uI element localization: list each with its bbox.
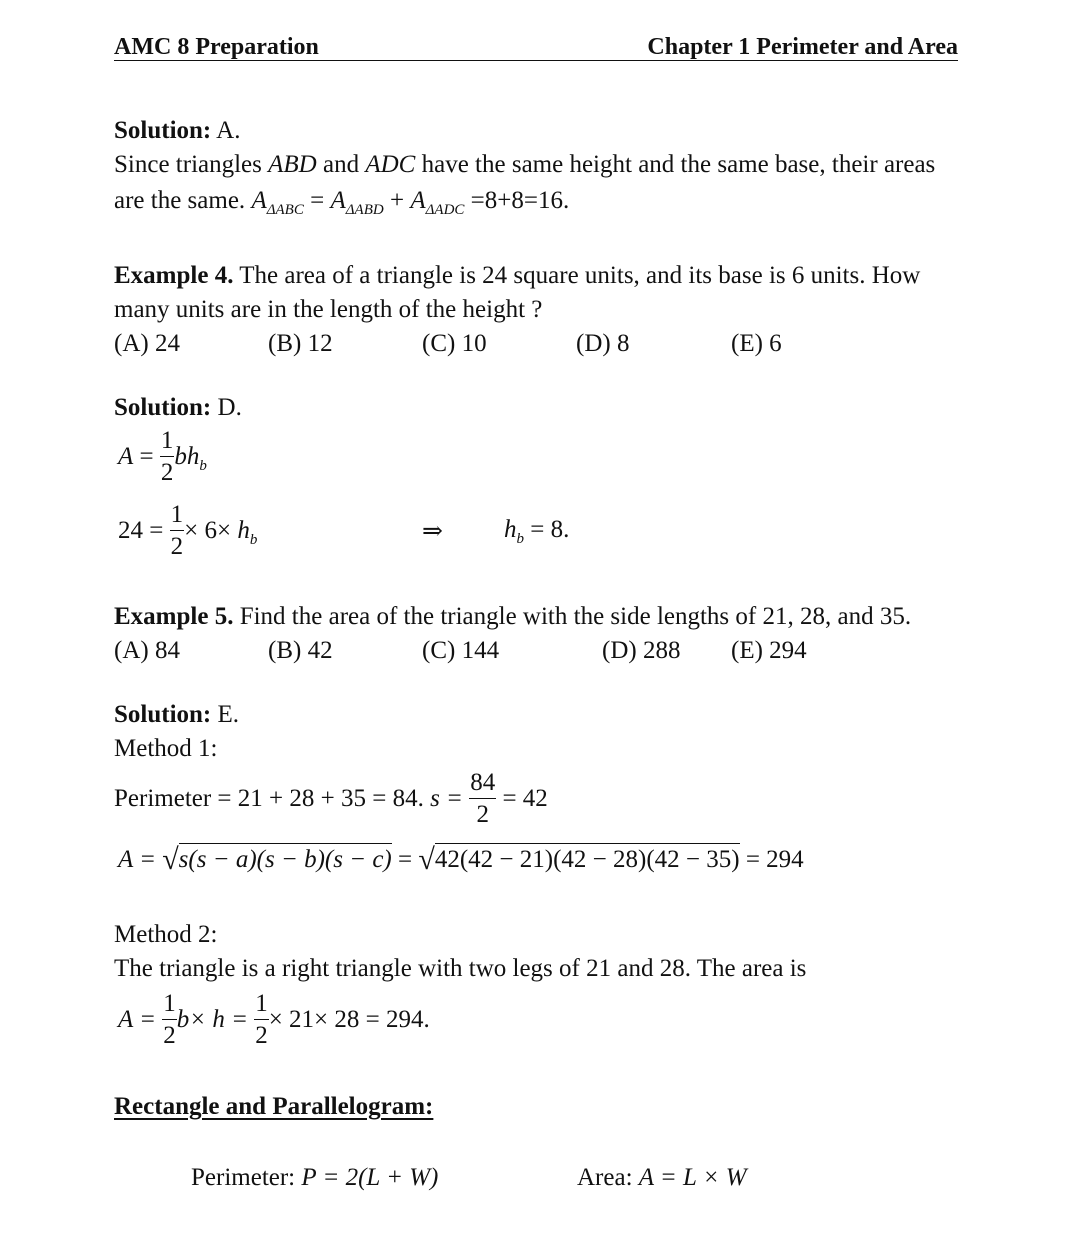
sol4-formula1: A = $\frac{1}{2}$ $bh_b$ — [118, 427, 207, 486]
solution-answer: A. — [216, 117, 241, 144]
section-heading: Rectangle and Parallelogram: — [114, 1093, 434, 1120]
method2-formula: A = $\frac{1}{2}$ b× h = $\frac{1}{2}$ × 21× 28 = 294. — [118, 990, 430, 1049]
sol4-heading: Solution: D. — [114, 394, 242, 421]
ex4-choice-c: (C) 10 — [422, 330, 487, 357]
sol4-result: $h_b = 8$. — [504, 516, 570, 547]
ex5-choice-a: (A) 84 — [114, 637, 180, 664]
sol3-heading — [114, 117, 240, 145]
sol5-heading: Solution: E. — [114, 701, 240, 728]
perimeter-line: Perimeter = 21 + 28 + 35 = 84. s = $\frac{84}{2}$ = 42 — [114, 769, 548, 828]
rect-perimeter: Perimeter: P = 2(L + W) — [191, 1164, 439, 1191]
sol3-line2: are the same. $A_{\Delta ABC} = A_{\Delta ABD} + A_{\Delta ADC} =8+8=16$. — [114, 187, 570, 218]
header-rule — [114, 60, 958, 61]
ex5-choice-b: (B) 42 — [268, 637, 333, 664]
rect-area: Area: A = L × W — [577, 1164, 747, 1191]
heron-formula: A = √s(s − a)(s − b)(s − c) = √42(42 − 21)(42 − 28)(42 − 35) = 294 — [118, 843, 804, 876]
method1-label: Method 1: — [114, 735, 218, 762]
ex4-choice-e: (E) 6 — [731, 330, 782, 357]
ex5-choice-d: (D) 288 — [602, 637, 681, 664]
method2-label: Method 2: — [114, 921, 218, 948]
method2-text: The triangle is a right triangle with two legs of 21 and 28. The area is — [114, 955, 807, 982]
sol3-line1: Since triangles ABD and ADC have the same height and the same base, their areas — [114, 151, 936, 178]
ex5-choice-e: (E) 294 — [731, 637, 807, 664]
example-label: Example 4. — [114, 262, 234, 289]
ex4-choice-d: (D) 8 — [576, 330, 630, 357]
solution-label: Solution: — [114, 117, 212, 144]
ex4-choice-a: (A) 24 — [114, 330, 180, 357]
ex4-line2: many units are in the length of the height ? — [114, 296, 543, 323]
sol4-formula2: 24 = $\frac{1}{2}$ × $6\times h_b$ — [118, 501, 258, 560]
header-right: Chapter 1 Perimeter and Area — [647, 34, 958, 60]
ex4-line1: Example 4. The area of a triangle is 24 square units, and its base is 6 units. How — [114, 262, 921, 289]
implies-arrow: ⇒ — [422, 518, 443, 545]
ex4-choice-b: (B) 12 — [268, 330, 333, 357]
ex5-choice-c: (C) 144 — [422, 637, 500, 664]
ex5-line1: Example 5. Find the area of the triangle with the side lengths of 21, 28, and 35. — [114, 603, 912, 630]
header-left: AMC 8 Preparation — [114, 34, 319, 60]
